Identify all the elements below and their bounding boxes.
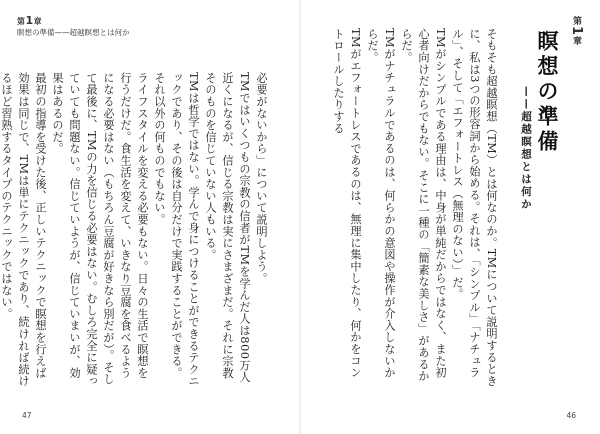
page-number-left: 47 (22, 411, 32, 420)
page-number-right: 46 (566, 411, 576, 420)
running-head-chapter (17, 15, 130, 27)
paragraph: そもそも超越瞑想（TM）とは何なのか。TMについて説明するときに、私は3つの形容詞から始める。それは、「シンプル」「ナチュラル」、そして「エフォートレス（無理のない）」だ。 (451, 28, 498, 387)
chapter-mark-number: 1 (569, 26, 584, 37)
left-page-body (0, 72, 270, 390)
chapter-suffix: 章 (33, 17, 43, 26)
paragraph: TMがエフォートレスであるのは、無理に集中したり、何かをコントロールしたりする (332, 28, 362, 379)
right-page-body (330, 28, 500, 390)
paragraph: TMは哲学ではない。学んで身につけることができるテクニックであり、その後は自分だけで実践することができる。それ以外の何ものでもない。 (153, 72, 200, 388)
chapter-title: 瞑想の準備 (535, 30, 559, 155)
chapter-mark (569, 16, 584, 46)
page-gutter (299, 0, 301, 434)
chapter-subtitle: ——超越瞑想とは何か (520, 86, 532, 211)
chapter-heading (512, 16, 584, 236)
chapter-mark-prefix: 第 (571, 16, 581, 26)
paragraph: TMがシンプルである理由は、中身が単純だからではなく、また初心者向けだからでもない。そこに一種の「簡素な美しさ」があるからだ。 (400, 28, 447, 382)
chapter-mark-suffix: 章 (571, 36, 581, 47)
paragraph: TMではいくつもの宗教の信者がTMを学んだ人は800万人近くになるが、信じる宗教は実にさまざまだ。それに宗教そのものを信じていない人もいる。 (204, 72, 251, 384)
running-head (17, 15, 130, 38)
chapter-number: 1 (25, 14, 34, 27)
running-head-title: 瞑想の準備——超越瞑想とは何か (17, 28, 130, 37)
paragraph: ライフスタイルを変える必要もない。日々の生活で瞑想を行うだけだ。食生活を変えて、いきなり豆腐を食べるようになる必要はない（もちろん豆腐が好きなら別だが）。そして最後に、TMの力を信じる必要はない。むしろ完全に疑っていても問題ない。信じていようが、信じていまいが、効果はあるのだ。 (51, 72, 149, 388)
paragraph: 必要がないから」について説明しよう。 (255, 72, 268, 285)
paragraph: TMがナチュラルであるのは、何らかの意図や操作が介入しないからだ。 (366, 28, 396, 379)
paragraph: 最初の指導を受けた後、正しいテクニックで瞑想を行えば効果は同じで、TMは単にテクニックであり、続ければ続けるほど習熟するタイプのテクニックではない。 (0, 72, 47, 388)
chapter-prefix: 第 (17, 17, 26, 26)
